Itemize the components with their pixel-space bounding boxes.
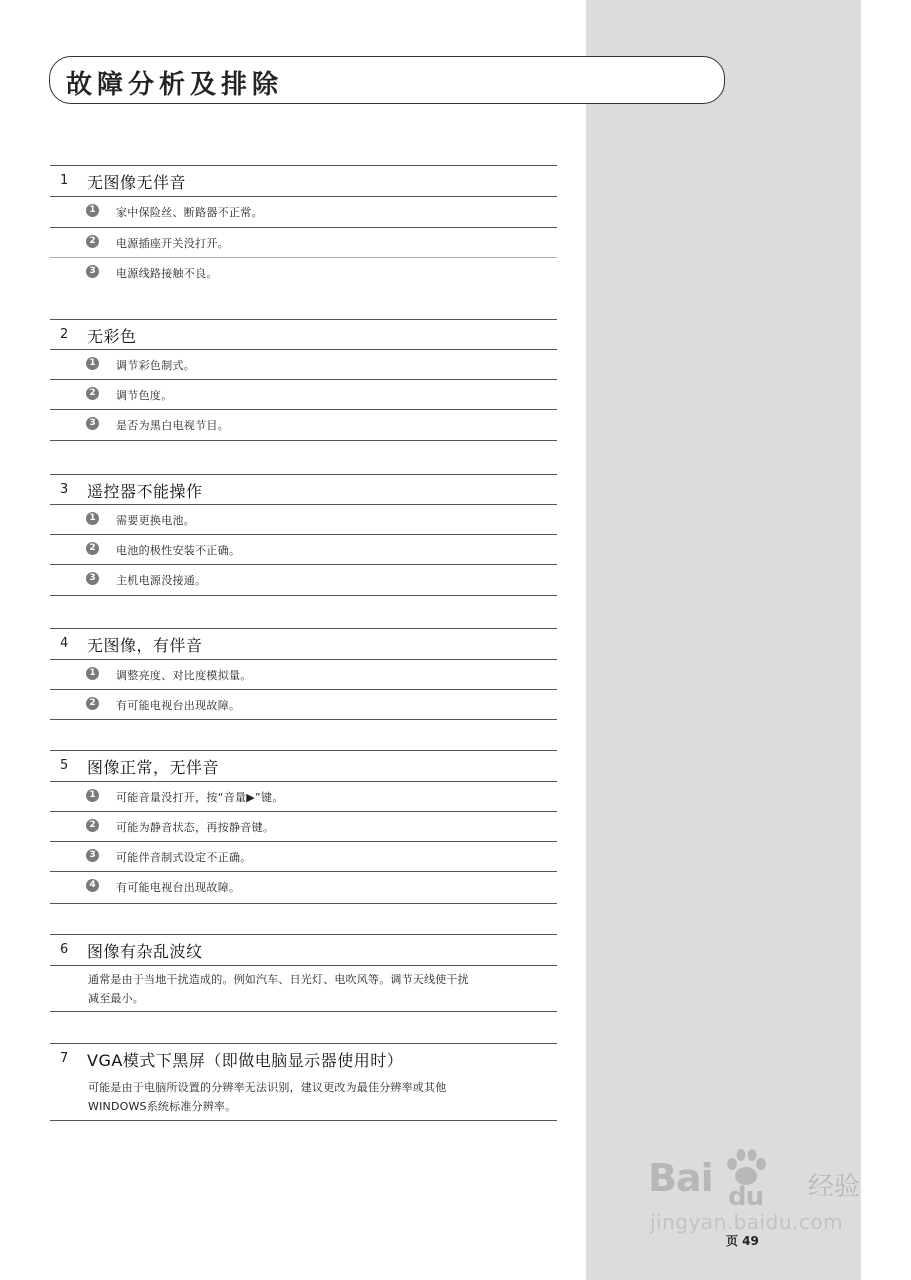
- list-item: 4 有可能电视台出现故障。: [50, 872, 557, 902]
- bullet-2-icon: 2: [86, 542, 99, 555]
- bullet-3-icon: 3: [86, 572, 99, 585]
- bullet-1-icon: 1: [86, 512, 99, 525]
- list-item: 2 调节色度。: [50, 380, 557, 410]
- bullet-1-icon: 1: [86, 357, 99, 370]
- bullet-1-icon: 1: [86, 667, 99, 680]
- section-paragraph: 可能是由于电脑所设置的分辨率无法识别，建议更改为最佳分辨率或其他 WINDOWS系统标准分辨率。: [88, 1081, 447, 1113]
- list-item: 3 是否为黑白电视节目。: [50, 410, 557, 440]
- bullet-3-icon: 3: [86, 265, 99, 278]
- section-title: 图像有杂乱波纹: [87, 942, 203, 961]
- section-number: 5: [60, 758, 69, 773]
- section-number: 6: [60, 942, 69, 957]
- list-item: 1 家中保险丝、断路器不正常。: [50, 197, 557, 227]
- bullet-4-icon: 4: [86, 879, 99, 892]
- watermark-jingyan: 经验: [808, 1172, 861, 1202]
- bullet-2-icon: 2: [86, 235, 99, 248]
- watermark-logo-left: Bai: [648, 1156, 713, 1200]
- section-title: 无图像，有伴音: [87, 636, 203, 655]
- list-item: 1 需要更换电池。: [50, 505, 557, 535]
- bullet-3-icon: 3: [86, 417, 99, 430]
- list-item: 1 可能音量没打开，按“音量▶”键。: [50, 782, 557, 812]
- section-title: VGA模式下黑屏（即做电脑显示器使用时）: [87, 1051, 404, 1070]
- list-item: 2 可能为静音状态，再按静音键。: [50, 812, 557, 842]
- list-item: 1 调节彩色制式。: [50, 350, 557, 380]
- list-item: 2 电池的极性安装不正确。: [50, 535, 557, 565]
- list-item: 1 调整亮度、对比度模拟量。: [50, 660, 557, 690]
- list-item: 3 可能伴音制式设定不正确。: [50, 842, 557, 872]
- page-number: 页 49: [726, 1234, 759, 1248]
- section-title: 无彩色: [87, 327, 137, 346]
- section-number: 4: [60, 636, 69, 651]
- watermark-url: jingyan.baidu.com: [650, 1210, 844, 1234]
- title-banner: [49, 56, 725, 104]
- list-item: 2 电源插座开关没打开。: [50, 228, 557, 258]
- section-number: 2: [60, 327, 69, 342]
- section-number: 3: [60, 482, 69, 497]
- list-item: 2 有可能电视台出现故障。: [50, 690, 557, 720]
- section-number: 1: [60, 173, 69, 188]
- list-item: 3 主机电源没接通。: [50, 565, 557, 595]
- bullet-1-icon: 1: [86, 204, 99, 217]
- watermark-logo-right: du: [728, 1182, 764, 1212]
- bullet-1-icon: 1: [86, 789, 99, 802]
- list-item: 3 电源线路接触不良。: [50, 258, 557, 288]
- bullet-2-icon: 2: [86, 387, 99, 400]
- section-title: 遥控器不能操作: [87, 482, 203, 501]
- bullet-3-icon: 3: [86, 849, 99, 862]
- page-title: 故障分析及排除: [66, 70, 284, 100]
- section-title: 图像正常，无伴音: [87, 758, 220, 777]
- right-sidebar-band: [586, 0, 861, 1280]
- section-title: 无图像无伴音: [87, 173, 187, 192]
- bullet-2-icon: 2: [86, 697, 99, 710]
- bullet-2-icon: 2: [86, 819, 99, 832]
- section-paragraph: 通常是由于当地干扰造成的。例如汽车、日光灯、电吹风等。调节天线使干扰 减至最小。: [88, 973, 469, 1005]
- section-number: 7: [60, 1051, 69, 1066]
